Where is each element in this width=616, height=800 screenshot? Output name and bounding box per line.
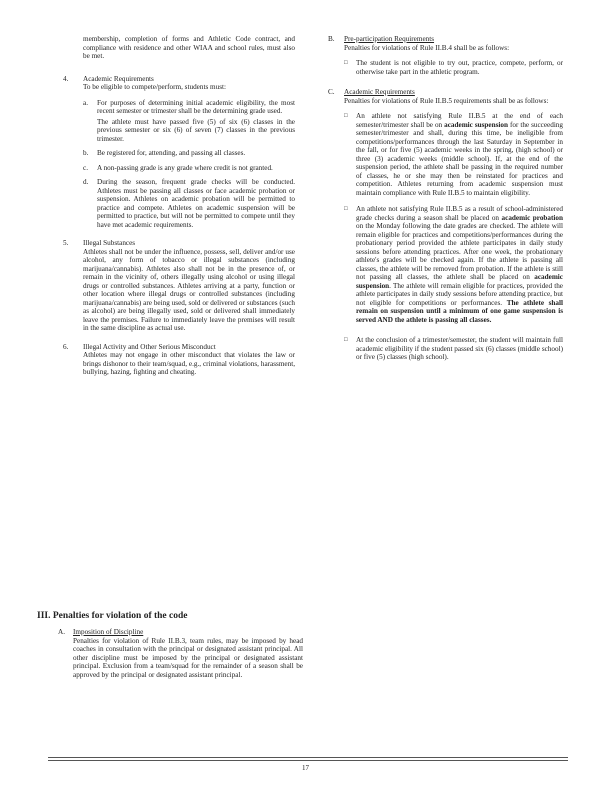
subitem-label: c. xyxy=(83,163,88,172)
bullet-text-part: on the Monday following the date grades are checked. The athlete will remain eligible for practices and competitions/performances during the probationary period provided the athlete participates in daily study sessions before attending practices. After one week, the probationary athlete's grades will be checked again. If the athlete is passing all classes, the athlete will be removed from probation. If the athlete is still not passing all classes, the athlete shall be placed on xyxy=(356,222,563,281)
section-label: A. xyxy=(58,628,65,636)
bullet-bold-term: academic probation xyxy=(501,213,564,222)
checkbox-bullet-icon: □ xyxy=(344,113,348,119)
item-title: Illegal Activity and Other Serious Misconduct xyxy=(83,342,216,351)
item-number: 4. xyxy=(63,74,69,83)
checkbox-bullet-icon: □ xyxy=(344,337,348,343)
checkbox-bullet-icon: □ xyxy=(344,60,348,66)
section-label: B. xyxy=(328,35,335,43)
section-heading-penalties: III. Penalties for violation of the code xyxy=(37,611,188,621)
bullet-bold-term: The athlete shall remain on suspension until a minimum of one game suspension is served AND the athlete is passing all classes. xyxy=(356,298,564,324)
bullet-text-part: . The athlete will remain eligible for practices, provided the athlete participates in daily study sessions before attending practice, but not eligible for competitions or performances. xyxy=(356,281,563,307)
item-title: Illegal Substances xyxy=(83,239,136,247)
subitem-label: d. xyxy=(83,178,89,186)
right-column xyxy=(328,35,563,369)
bullet-text-part: An athlete not satisfying Rule II.B.5 as a result of school-administered grade checks during a season shall be placed on xyxy=(356,205,563,222)
section-c-lead: Penalties for violations of Rule II.B.5 requirements shall be as follows: xyxy=(344,96,549,105)
bullet-text: At the conclusion of a trimester/semester, the student will maintain full academic eligibility if the student passed six (6) classes (middle school) or five (5) classes (high school). xyxy=(356,336,563,361)
item-text: Athletes shall not be under the influence, possess, sell, deliver and/or use alcohol, any form of tobacco or illegal substances (including marijuana/cannabis). Athletes also shall not be in the presence of, or remain in the vicinity of, others illegally using alcohol or using illegal drugs or controlled substances. Athletes arriving at a party, function or other location where illegal drugs or controlled substances (including marijuana/cannabis) are being used, sold or delivered or substances (such as alcohol) are being illegally used, sold or delivered shall immediately leave the premises. Failure to immediately leave the premises will result in the same discipline as actual use. xyxy=(83,247,295,332)
footer-rule-bottom xyxy=(48,760,568,761)
subitem-d xyxy=(83,178,295,229)
academic-requirements-item xyxy=(55,75,295,230)
bullet-text xyxy=(356,205,563,324)
section-b xyxy=(328,35,563,76)
section-label: C. xyxy=(328,88,335,96)
section-c-title: Academic Requirements xyxy=(344,88,415,96)
subitem-c xyxy=(83,164,295,173)
illegal-activity-item xyxy=(55,343,295,377)
section-a xyxy=(53,628,303,681)
subitem-a xyxy=(83,99,295,144)
subitem-text: During the season, frequent grade checks will be conducted. Athletes must be passing all classes or face academic probation or suspension. Athletes on academic probation will be permitted to practice and compete. Athletes on academic suspension will be permitted to practice, but will not be permitted to compete until they have met academic requirements. xyxy=(97,178,295,229)
page-number: 17 xyxy=(302,764,309,772)
subitem-text: Be registered for, attending, and passing all classes. xyxy=(97,149,246,157)
bullet-bold-term: academic suspension xyxy=(356,273,563,290)
section-b-title: Pre-participation Requirements xyxy=(344,35,435,43)
item-number: 6. xyxy=(63,342,69,351)
subitem-text: The athlete must have passed five (5) of six (6) classes in the previous semester or six (6) of seven (7) classes in the previous trimester. xyxy=(97,117,295,143)
bullet-text-part: for the succeeding semester/trimester and shall, during this time, be ineligible from competitions/performances through the last Saturday in September in the fall, or for five (5) academic weeks in the spring, (high school) or three (3) academic weeks (middle school). If, at the end of the suspension period, the athlete shall be passing in the required number of classes, he or she may then be reinstated for practices and competition. Athletes returning from academic suspension must maintain compliance with Rule II.B.5 to maintain eligibility. xyxy=(356,120,563,197)
checkbox-bullet-icon: □ xyxy=(344,206,348,212)
item-title: Academic Requirements xyxy=(83,74,154,83)
subitem-label: b. xyxy=(83,149,89,157)
item-text: Athletes may not engage in other misconduct that violates the law or brings dishonor to their team/squad, e.g., criminal violations, harassment, bullying, hazing, fighting and cheating. xyxy=(83,351,295,376)
left-column xyxy=(55,35,295,384)
section-c-bullet-2 xyxy=(344,205,563,324)
illegal-substances-item xyxy=(55,239,295,333)
bullet-bold-term: academic suspension xyxy=(444,120,508,129)
item-lead: To be eligible to compete/perform, students must: xyxy=(83,83,227,91)
section-b-bullet xyxy=(344,59,563,76)
subitem-text: A non-passing grade is any grade where credit is not granted. xyxy=(97,163,273,172)
bullet-text-part: An athlete not satisfying Rule II.B.5 at the end of each semester/trimester shall be on xyxy=(356,112,563,129)
section-c-bullet-1 xyxy=(344,112,563,197)
subitem-text: For purposes of determining initial academic eligibility, the most recent semester or trimester shall be the determining grade used. xyxy=(97,98,295,115)
item-number: 5. xyxy=(63,239,69,247)
bullet-text: The student is not eligible to try out, practice, compete, perform, or otherwise take part in the athletic program. xyxy=(356,59,563,76)
section-c xyxy=(328,88,563,362)
subitem-b xyxy=(83,149,295,158)
bullet-text xyxy=(356,112,563,197)
intro-paragraph: membership, completion of forms and Athletic Code contract, and compliance with residence and other WIAA and school rules, must also be met. xyxy=(83,35,295,60)
section-a-title: Imposition of Discipline xyxy=(73,628,144,636)
section-b-lead: Penalties for violations of Rule II.B.4 shall be as follows: xyxy=(344,43,510,52)
footer-rule-top xyxy=(48,757,568,758)
section-c-bullet-3 xyxy=(344,336,563,362)
subitem-label: a. xyxy=(83,98,88,107)
section-a-text: Penalties for violation of Rule II.B.3, team rules, may be imposed by head coaches in consultation with the principal or designated assistant principal. All other discipline must be imposed by the principal or designated assistant principal. Exclusion from a team/squad for the remainder of a season shall be approved by the principal or designated assistant principal. xyxy=(73,636,303,679)
